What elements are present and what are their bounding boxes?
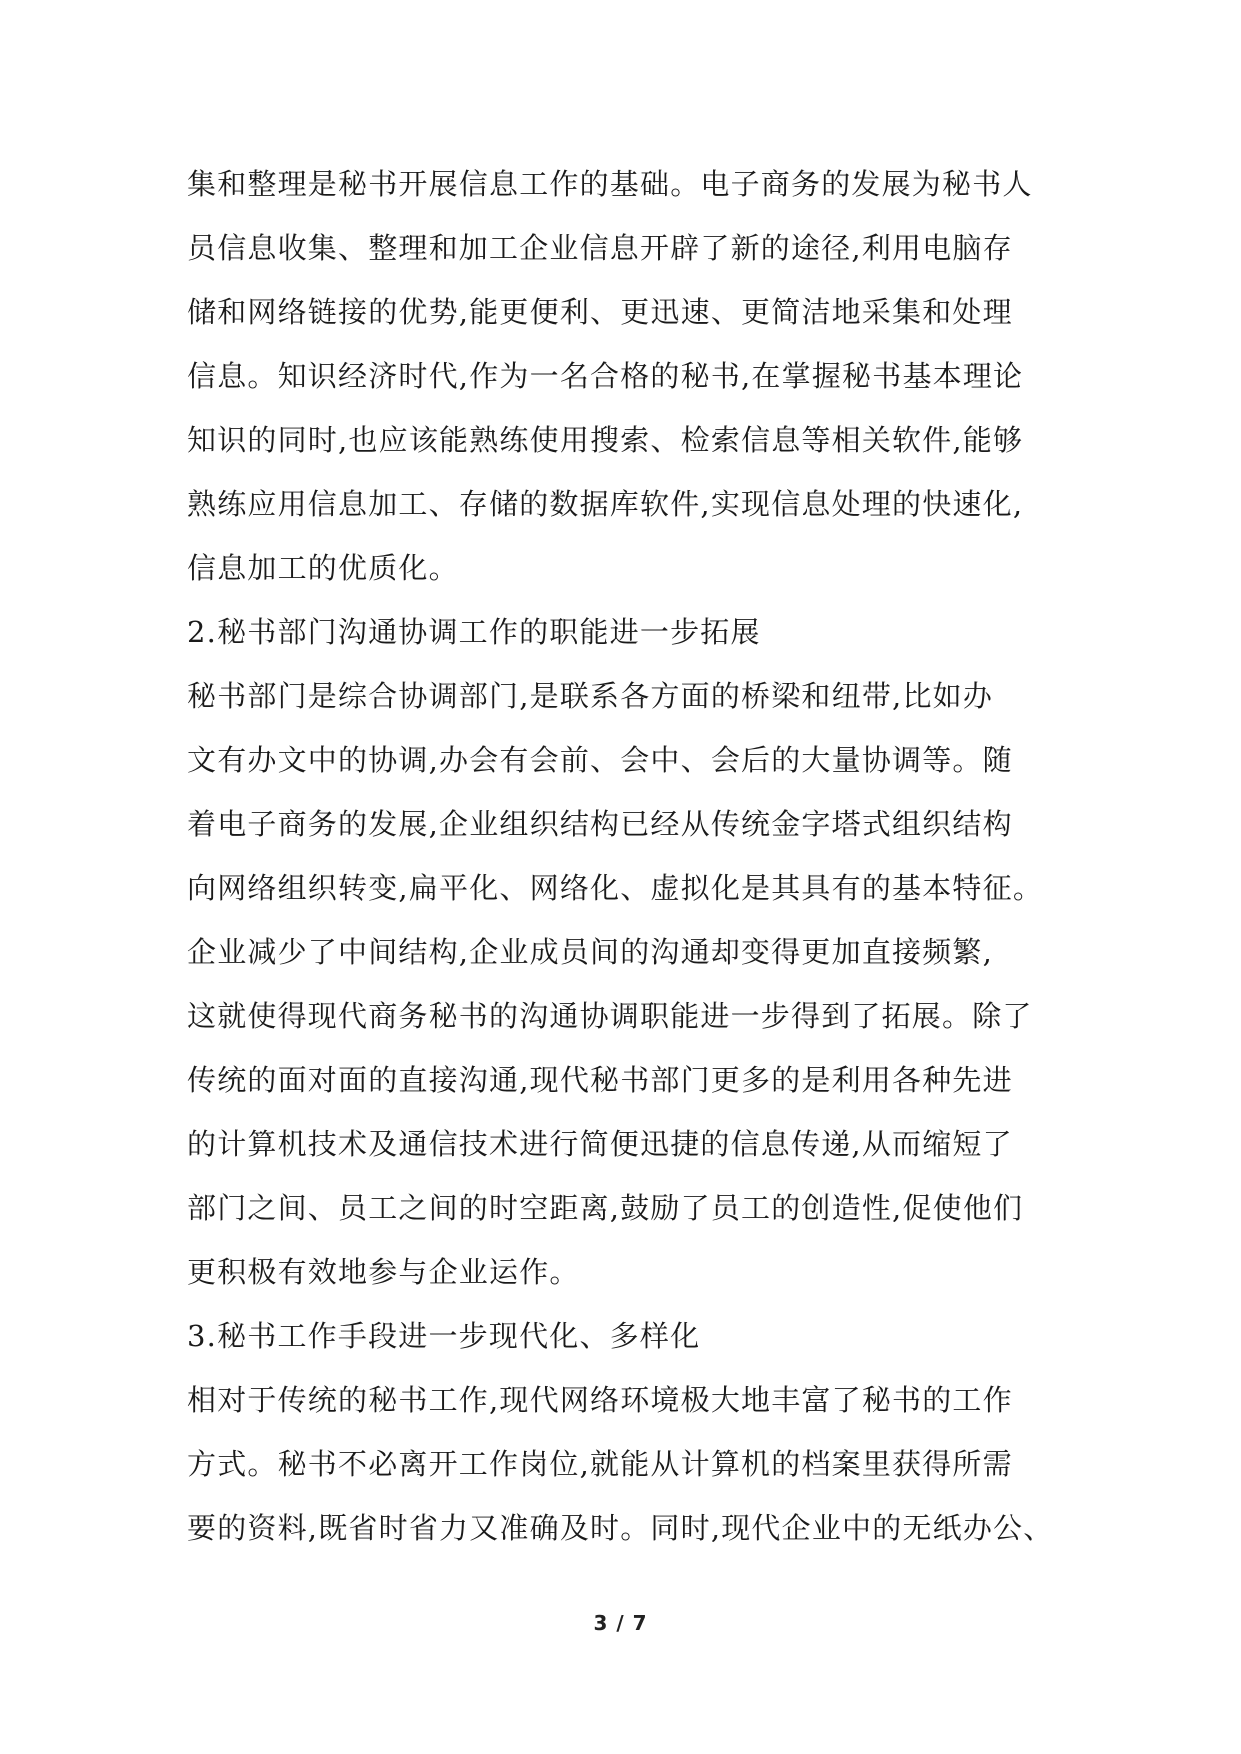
text-line: 知识的同时,也应该能熟练使用搜索、检索信息等相关软件,能够 (187, 423, 1024, 457)
document-body (187, 152, 1067, 1560)
text-line: 储和网络链接的优势,能更便利、更迅速、更简洁地采集和处理 (187, 295, 1013, 329)
text-line: 向网络组织转变,扁平化、网络化、虚拟化是其具有的基本特征。 (187, 871, 1044, 905)
text-line: 相对于传统的秘书工作,现代网络环境极大地丰富了秘书的工作 (187, 1383, 1013, 1417)
text-line: 信息加工的优质化。 (187, 551, 459, 585)
text-line: 要的资料,既省时省力又准确及时。同时,现代企业中的无纸办公、 (187, 1511, 1054, 1545)
text-line: 文有办文中的协调,办会有会前、会中、会后的大量协调等。随 (187, 743, 1013, 777)
text-line: 企业减少了中间结构,企业成员间的沟通却变得更加直接频繁, (187, 935, 994, 969)
text-line: 信息。知识经济时代,作为一名合格的秘书,在掌握秘书基本理论 (187, 359, 1024, 393)
section-heading: 3.秘书工作手段进一步现代化、多样化 (187, 1319, 701, 1353)
section-heading: 2.秘书部门沟通协调工作的职能进一步拓展 (187, 615, 761, 649)
text-line: 方式。秘书不必离开工作岗位,就能从计算机的档案里获得所需 (187, 1447, 1013, 1481)
text-line: 秘书部门是综合协调部门,是联系各方面的桥梁和纽带,比如办 (187, 679, 994, 713)
text-line: 更积极有效地参与企业运作。 (187, 1255, 580, 1289)
text-line: 熟练应用信息加工、存储的数据库软件,实现信息处理的快速化, (187, 487, 1024, 521)
text-line: 员信息收集、整理和加工企业信息开辟了新的途径,利用电脑存 (187, 231, 1013, 265)
text-line: 集和整理是秘书开展信息工作的基础。电子商务的发展为秘书人 (187, 167, 1033, 201)
text-line: 传统的面对面的直接沟通,现代秘书部门更多的是利用各种先进 (187, 1063, 1013, 1097)
page-number: 3 / 7 (593, 1611, 648, 1635)
text-line: 着电子商务的发展,企业组织结构已经从传统金字塔式组织结构 (187, 807, 1013, 841)
text-line: 的计算机技术及通信技术进行简便迅捷的信息传递,从而缩短了 (187, 1127, 1013, 1161)
text-line: 部门之间、员工之间的时空距离,鼓励了员工的创造性,促使他们 (187, 1191, 1024, 1225)
text-line: 这就使得现代商务秘书的沟通协调职能进一步得到了拓展。除了 (187, 999, 1033, 1033)
